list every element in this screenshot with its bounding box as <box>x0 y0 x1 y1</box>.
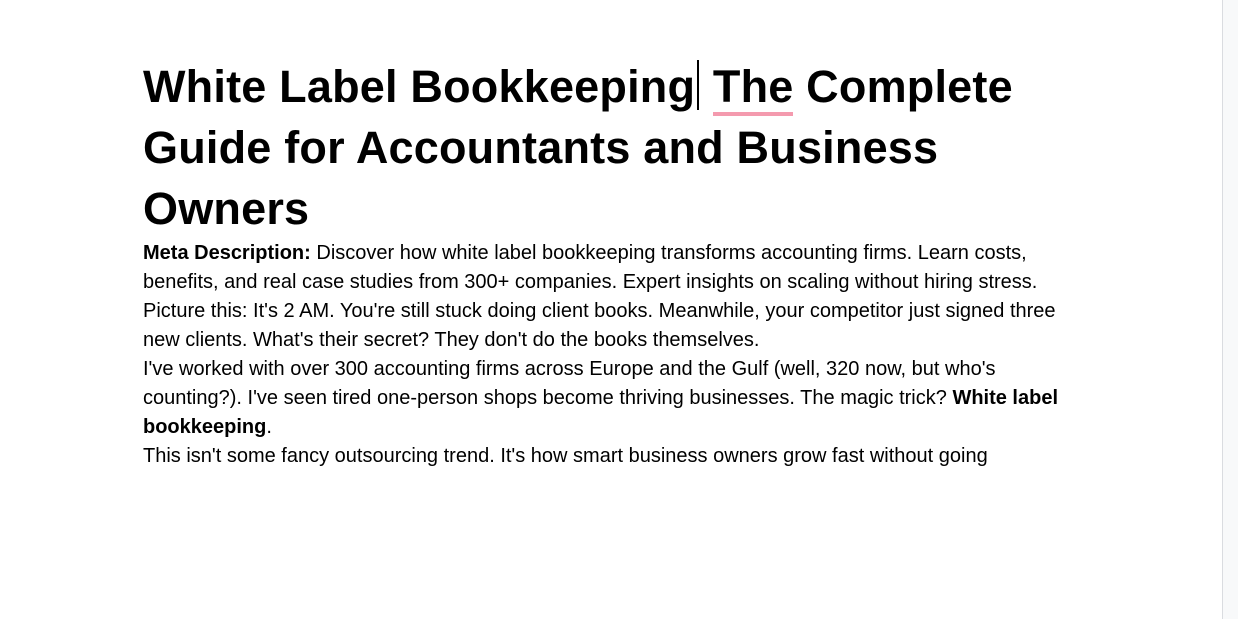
title-text-part3: Complete Guide for Accountants and Business Owners <box>143 61 1013 234</box>
paragraph-2-text: I've worked with over 300 accounting firms across Europe and the Gulf (well, 320 now, but who's counting?). I've seen tired one-person shops become thriving businesses. The magic trick? <box>143 358 996 409</box>
meta-description-text: Discover how white label bookkeeping transforms accounting firms. Learn costs, benefits, and real case studies from 300+ companies. Expert insights on scaling without hiring stress. <box>143 242 1038 293</box>
body-paragraph-3[interactable]: This isn't some fancy outsourcing trend. It's how smart business owners grow fast without going <box>143 445 988 467</box>
spellcheck-word[interactable]: The <box>713 61 794 116</box>
body-paragraph-1[interactable]: Picture this: It's 2 AM. You're still stuck doing client books. Meanwhile, your competitor just signed three new clients. What's their secret? They don't do the books themselves. <box>143 300 1056 351</box>
body-paragraph-2[interactable] <box>143 355 1083 442</box>
text-cursor <box>697 60 699 110</box>
vertical-scrollbar[interactable] <box>1222 0 1238 619</box>
document-body[interactable] <box>143 56 1083 471</box>
meta-description-label: Meta Description: <box>143 242 311 264</box>
paragraph-2-end: . <box>266 416 272 438</box>
title-text-part1: White Label Bookkeeping <box>143 61 696 112</box>
meta-description-paragraph[interactable] <box>143 239 1083 297</box>
paragraph-2-bold: White label bookkeeping <box>143 387 1059 438</box>
document-title[interactable] <box>143 56 1083 239</box>
